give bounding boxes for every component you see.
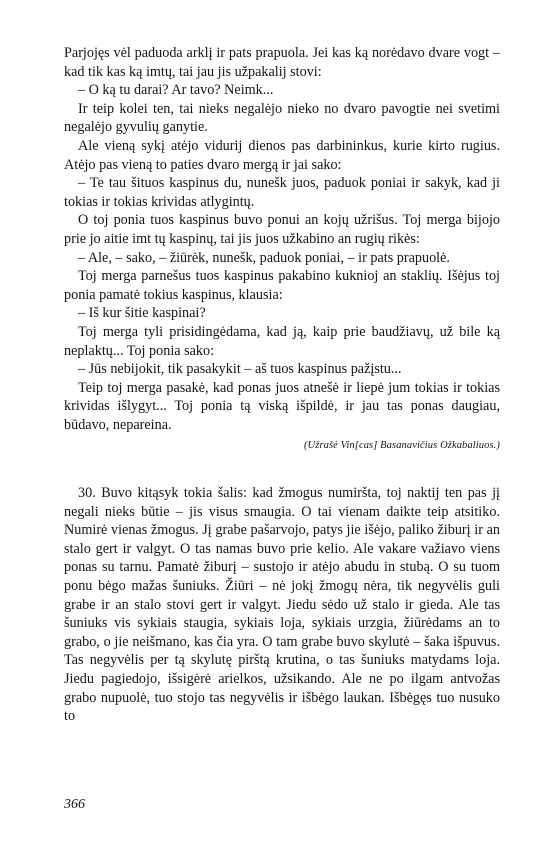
dialogue-line: – Te tau šituos kaspinus du, nunešk juos, paduok poniai ir sakyk, kad ji tokias ir tokias krividas atlygintų. <box>64 175 500 210</box>
paragraph: Toj merga parnešus tuos kaspinus pakabino kuknioj an staklių. Išėjus toj ponia pamatė tokius kaspinus, klausia: <box>64 268 500 303</box>
source-note: (Užrašė Vin[cas] Basanavičius Ožkabaliuos.) <box>303 440 500 452</box>
section-gap <box>64 456 500 484</box>
paragraph: Teip toj merga pasakė, kad ponas juos atnešė ir liepė jum tokias ir tokias krividas išlygyt... Toj ponia tą viską išpildė, ir jau tas ponas daugiau, būdavo, nepareina. <box>64 379 500 433</box>
dialogue-line: – O ką tu darai? Ar tavo? Neimk... <box>78 82 274 99</box>
paragraph: Parjojęs vėl paduoda arklį ir pats prapuola. Jei kas ką norėdavo dvare vogt – kad tik kas ką imtų, tai jau jis užpakalij stovi: <box>64 45 500 80</box>
dialogue-line: – Iš kur šitie kaspinai? <box>78 305 206 322</box>
dialogue-line: – Jūs nebijokit, tik pasakykit – aš tuos kaspinus pažįstu... <box>78 361 402 378</box>
paragraph: Ale vieną sykį atėjo vidurij dienos pas darbininkus, kurie kirto rugius. Atėjo pas vieną to paties dvaro mergą ir jai sako: <box>64 137 500 173</box>
paragraph: Ir teip kolei ten, tai nieks negalėjo nieko no dvaro pavogtie nei svetimi negalėjo gyvulių ganytie. <box>64 100 500 136</box>
page-text <box>64 44 500 726</box>
paragraph: O toj ponia tuos kaspinus buvo ponui an kojų užrišus. Toj merga bijojo prie jo aitie imt tų kaspinų, tai jis juos užkabino an rugių rikės: <box>64 212 500 247</box>
paragraph: Toj merga tyli prisidingėdama, kad ją, kaip prie baudžiavų, už bile ką neplaktų... Toj ponia sako: <box>64 323 500 359</box>
dialogue-line: – Ale, – sako, – žiūrėk, nunešk, paduok poniai, – ir pats prapuolė. <box>78 249 450 266</box>
story-30-paragraph: 30. Buvo kitąsyk tokia šalis: kad žmogus numiršta, toj naktij ten pas jį negali nieks būtie – jis visus smaugia. O tai vienam daikte teip atsitiko. Numirė vienas žmogus. Jį grabe pašarvojo, patys jie išėjo, paliko žiburį ir an stalo gert ir valgyt. O tas namas buvo prie kelio. Ale vakare važiavo viens ponas su tarnu. Pamatė žiburį – sustojo ir atėjo abudu in stubą. O su tuom ponu bėgo mažas šuniuks. Žiūri – nė jokį žmogų nėra, tik negyvėlis guli grabe ir an stalo stovi gert ir valgyt. Jiedu sėdo už stalo ir gieda. Ale tas šuniuks vis sykiais staugia, sykiais loja, sykiais urzgia, žiūrėdams an to grabo, o jie neišmano, kas čia yra. O tam grabe buvo skylutė – šaka išpuvus. Tas negyvėlis per tą skylutę pirštą krutina, o tas šuniuks matydams loja. Jiedu pagiedojo, išsigėrė arielkos, užsikando. Ale ne po ilgam antvožas grabo nupuolė, tuo stojo tas negyvėlis ir išbėgo laukan. Išbėgęs tuo nusuko to <box>64 485 500 725</box>
page-number: 366 <box>64 797 85 812</box>
